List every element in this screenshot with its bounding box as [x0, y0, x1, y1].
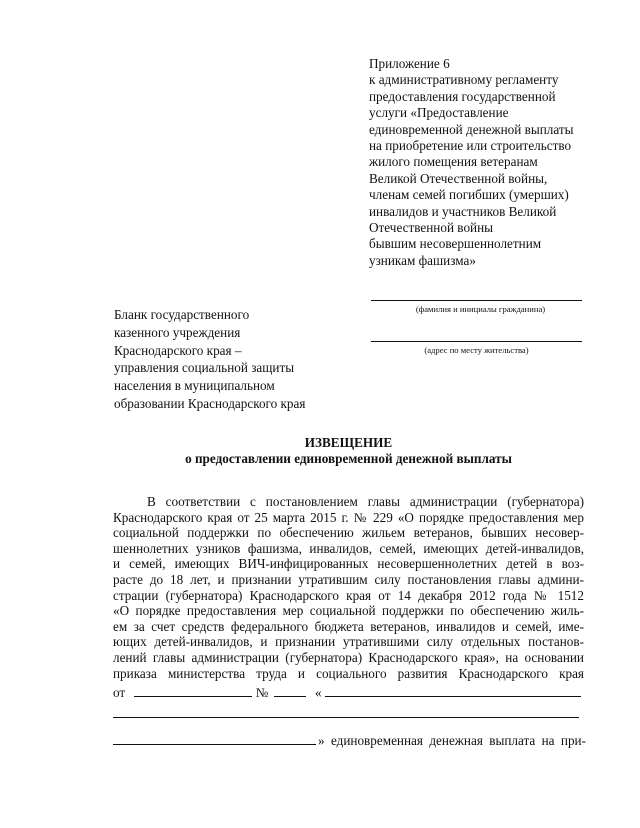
letterhead-line: Краснодарского края –	[114, 342, 242, 358]
payment-continuation-text: » единовременная денежная выплата на при-	[318, 733, 586, 748]
appendix-line: Отечественной войны	[369, 220, 494, 236]
body-line: расте до 18 лет, и признании утратившим силу постановления главы админи-	[113, 571, 584, 587]
recipient-name-field[interactable]	[371, 300, 582, 315]
appendix-line: жилого помещения ветеранам	[369, 154, 538, 170]
appendix-line: Великой Отечественной войны,	[369, 170, 548, 186]
notice-subtitle: о предоставлении единовременной денежной выплаты	[185, 451, 512, 466]
notice-title: ИЗВЕЩЕНИЕ	[304, 435, 393, 450]
appendix-line: на приобретение или строительство	[369, 138, 572, 154]
body-line: В соответствии с постановлением главы администрации (губернатора)	[147, 494, 584, 509]
recipient-address-field[interactable]	[371, 341, 582, 356]
appendix-line: единовременной денежной выплаты	[369, 121, 574, 137]
order-title-blank-line-end[interactable]	[113, 744, 316, 745]
order-number-blank[interactable]	[274, 684, 306, 697]
order-title-blank[interactable]	[325, 684, 581, 697]
body-line: приказа министерства труда и социального развития Краснодарского края	[113, 665, 584, 681]
body-line: и семей, имеющих ВИЧ-инфицированных несовершеннолетних детей в воз-	[113, 556, 584, 572]
number-sign: №	[255, 685, 269, 700]
appendix-line: членам семей погибших (умерших)	[369, 187, 569, 203]
body-line: лений главы администрации (губернатора) Краснодарского края», на основании	[113, 649, 584, 665]
letterhead-line: населения в муниципальном	[114, 378, 275, 394]
appendix-line: к административному регламенту	[369, 72, 559, 88]
notice-body	[113, 494, 584, 681]
body-line: социальной поддержки по обеспечению жильем ветеранов, бывших несовер-	[113, 525, 584, 541]
from-label: от	[113, 685, 126, 700]
body-line: ем за счет средств федерального бюджета ветеранов, инвалидов и семей, име-	[113, 618, 584, 634]
appendix-line: инвалидов и участников Великой	[369, 203, 557, 219]
recipient-address-caption: (адрес по месту жительства)	[424, 345, 529, 355]
body-line: страции (губернатора) Краснодарского края от 14 декабря 2012 года № 1512	[113, 587, 584, 603]
recipient-address-line	[371, 341, 582, 342]
order-reference-row	[113, 684, 584, 700]
appendix-line: услуги «Предоставление	[369, 105, 509, 121]
appendix-line: предоставления государственной	[369, 88, 556, 104]
appendix-line: бывшим несовершеннолетним	[369, 236, 542, 252]
order-date-blank[interactable]	[134, 684, 252, 697]
letterhead-line: Бланк государственного	[114, 307, 250, 322]
open-quote: «	[314, 685, 322, 700]
letterhead-line: казенного учреждения	[114, 324, 241, 340]
body-line: «О порядке предоставления мер социальной поддержки по обеспечению жиль-	[113, 603, 584, 619]
recipient-name-caption: (фамилия и инициалы гражданина)	[415, 304, 546, 314]
letterhead-block	[114, 306, 334, 413]
appendix-header	[369, 56, 619, 269]
body-line: ющих детей-инвалидов, и признании утратившими силу отдельных постанов-	[113, 634, 584, 650]
letterhead-line: управления социальной защиты	[114, 360, 295, 376]
appendix-line: Приложение 6	[369, 56, 450, 71]
body-line: шеннолетних узников фашизма, инвалидов, семей, имеющих детей-инвалидов,	[113, 540, 584, 556]
letterhead-line: образовании Краснодарского края	[114, 395, 306, 411]
order-title-blank-line[interactable]	[113, 717, 579, 718]
appendix-line: узникам фашизма»	[369, 252, 476, 268]
body-line: Краснодарского края от 25 марта 2015 г. № 229 «О порядке предоставления мер	[113, 509, 584, 525]
recipient-name-line	[371, 300, 582, 301]
